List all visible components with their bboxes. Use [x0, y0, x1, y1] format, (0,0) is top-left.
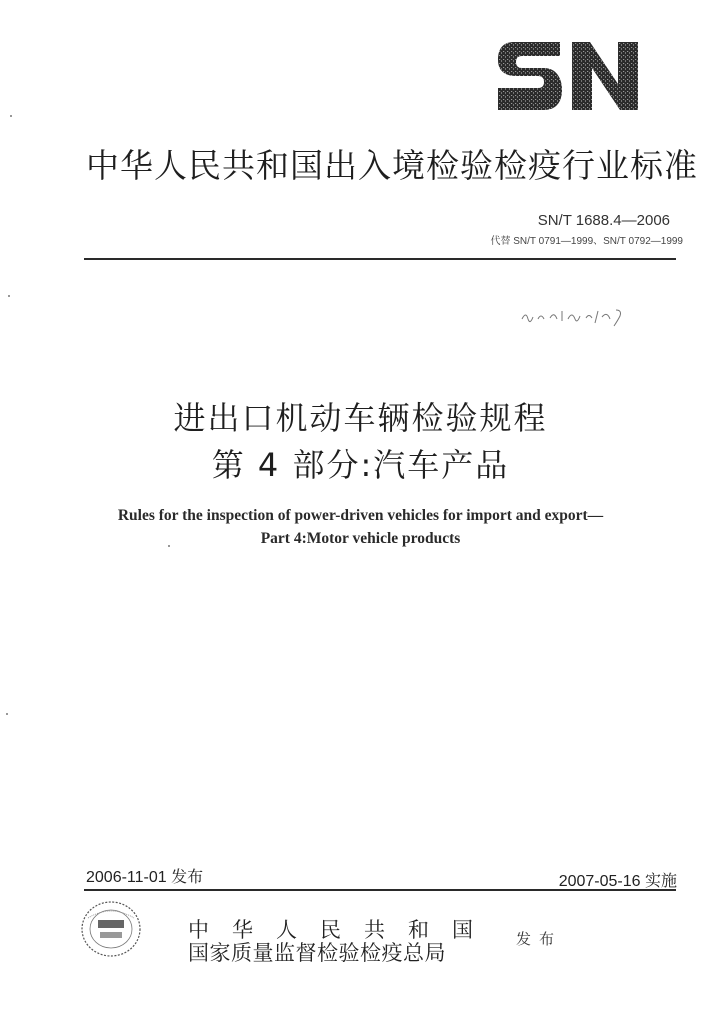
org-title: 中华人民共和国出入境检验检疫行业标准: [86, 146, 698, 185]
issue-date: 2006-11-01 发布: [86, 869, 204, 886]
implementation-date: 2007-05-16 实施: [558, 873, 677, 890]
publish-label: 发布: [516, 930, 563, 948]
scan-speck: [168, 545, 170, 547]
seal-icon: [80, 900, 142, 958]
publisher-agency: 国家质量监督检验检疫总局: [188, 941, 446, 965]
header-divider: [84, 258, 676, 260]
chinese-title-line-2: 第 4 部分:汽车产品: [211, 446, 510, 484]
scan-speck: [8, 295, 10, 297]
english-title-line-2: Part 4:Motor vehicle products: [260, 530, 461, 547]
sn-logo-graphic: [494, 38, 642, 114]
chinese-title-line-1: 进出口机动车辆检验规程: [173, 399, 548, 437]
replaces-note: 代替 SN/T 0791—1999、SN/T 0792—1999: [490, 236, 683, 247]
english-title-line-1: Rules for the inspection of power-driven vehicles for import and export—: [117, 507, 604, 524]
scan-speck: [6, 713, 8, 715]
sn-logo-icon: [494, 38, 642, 114]
standard-number: SN/T 1688.4—2006: [537, 212, 670, 229]
footer-divider: [84, 889, 676, 891]
handwritten-note-icon: [520, 305, 630, 327]
scan-speck: [10, 115, 12, 117]
publisher-country: 中华人民共和国: [188, 918, 496, 942]
